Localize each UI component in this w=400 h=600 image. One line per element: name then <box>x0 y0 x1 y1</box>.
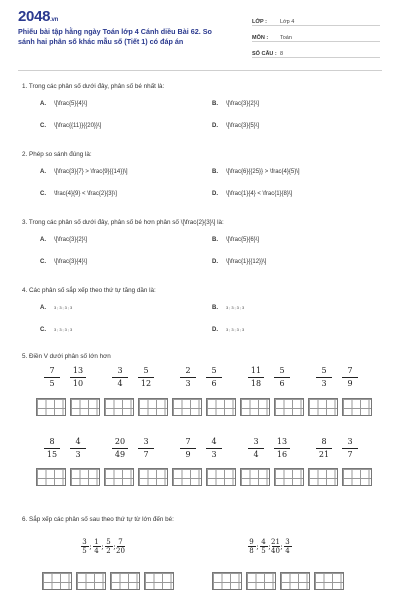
question-5: 5. Điền V dưới phân số lớn hơn <box>22 353 111 360</box>
fraction-bar <box>206 377 222 378</box>
fraction-bar <box>316 377 332 378</box>
answer-grid[interactable] <box>42 572 72 590</box>
q3-option-b[interactable]: B. \[\frac{5}{6}\] <box>212 237 260 243</box>
question-4: 4. Các phân số sắp xếp theo thứ tự tăng dần là: <box>22 287 156 294</box>
answer-grid[interactable] <box>240 398 270 416</box>
q1-option-d[interactable]: D. \[\frac{3}{5}\] <box>212 123 260 129</box>
q5-fraction <box>316 437 332 460</box>
answer-grid[interactable] <box>172 398 202 416</box>
fraction-denominator: 9 <box>347 379 353 388</box>
answer-grid[interactable] <box>144 572 174 590</box>
fraction-numerator: 13 <box>276 437 288 446</box>
q5-fraction <box>138 366 154 389</box>
q4-option-d[interactable]: D. 3;3;3;3 <box>212 327 246 333</box>
sequence-fraction: 7 20 <box>116 538 125 555</box>
answer-grid[interactable] <box>342 398 372 416</box>
answer-grid[interactable] <box>246 572 276 590</box>
answer-grid[interactable] <box>36 398 66 416</box>
answer-grid[interactable] <box>70 468 100 486</box>
fraction-denominator: 6 <box>211 379 217 388</box>
fraction-denominator: 21 <box>318 450 330 459</box>
q5-fraction <box>342 437 358 460</box>
sequence-fraction: 21 40 <box>271 538 280 555</box>
q1-option-a[interactable]: A. \[\frac{5}{4}\] <box>40 101 88 107</box>
q1-option-b[interactable]: B. \[\frac{3}{2}\] <box>212 101 260 107</box>
fraction-numerator: 7 <box>49 366 55 375</box>
fraction-denominator: 7 <box>347 450 353 459</box>
q5-fraction <box>206 366 222 389</box>
sequence-separator: ; <box>101 542 104 551</box>
sequence-fraction: 9 8 <box>249 538 254 555</box>
q5-fraction <box>274 437 290 460</box>
fraction-denominator: 16 <box>276 450 288 459</box>
fraction-numerator: 5 <box>279 366 285 375</box>
q3-option-c[interactable]: C. \[\frac{3}{4}\] <box>40 259 88 265</box>
fraction-numerator: 7 <box>347 366 353 375</box>
question-2: 2. Phép so sánh đúng là: <box>22 151 92 158</box>
sequence-fraction: 3 4 <box>285 538 290 555</box>
answer-grid[interactable] <box>342 468 372 486</box>
fraction-denominator: 3 <box>185 379 191 388</box>
fraction-bar <box>274 448 290 449</box>
q5-fraction <box>70 366 86 389</box>
worksheet-title: Phiếu bài tập hằng ngày Toán lớp 4 Cánh diều Bài 62. So sánh hai phân số khác mẫu số (Tiết 1) có đáp án <box>18 27 212 46</box>
q5-fraction <box>180 437 196 460</box>
q3-option-a[interactable]: A. \[\frac{3}{2}\] <box>40 237 88 243</box>
q5-fraction <box>342 366 358 389</box>
q5-fraction <box>44 366 60 389</box>
question-1: 1. Trong các phân số dưới đây, phân số bé nhất là: <box>22 83 165 90</box>
fraction-denominator: 6 <box>279 379 285 388</box>
sequence-fraction: 4 5 <box>261 538 266 555</box>
q2-option-c[interactable]: C. \frac{4}{9} < \frac{2}{3}\] <box>40 191 117 197</box>
fraction-bar <box>180 377 196 378</box>
q2-option-b[interactable]: B. \[\frac{6}{{25}} > \frac{4}{5}\] <box>212 169 300 175</box>
fraction-numerator: 3 <box>117 366 123 375</box>
q4-option-b[interactable]: B. 3;3;3;3 <box>212 305 246 311</box>
q5-fraction <box>206 437 222 460</box>
answer-grid[interactable] <box>138 468 168 486</box>
fraction-denominator: 4 <box>117 379 123 388</box>
fraction-denominator: 18 <box>250 379 262 388</box>
fraction-denominator: 4 <box>253 450 259 459</box>
meta-count: SỐ CÂU : 8 <box>252 44 380 58</box>
sequence-separator: ; <box>89 542 92 551</box>
fraction-denominator: 7 <box>143 450 149 459</box>
fraction-sequence <box>247 538 292 555</box>
answer-grid[interactable] <box>110 572 140 590</box>
fraction-numerator: 8 <box>49 437 55 446</box>
q5-fraction <box>180 366 196 389</box>
worksheet-header <box>0 0 400 62</box>
worksheet-meta <box>252 12 380 60</box>
q2-option-a[interactable]: A. \[\frac{3}{7} > \frac{9}{{14}}\] <box>40 169 128 175</box>
sequence-separator: ; <box>280 542 283 551</box>
question-6: 6. Sắp xếp các phân số sau theo thứ tự từ lớn đến bé: <box>22 516 174 523</box>
q5-fraction <box>112 437 128 460</box>
answer-grid[interactable] <box>308 398 338 416</box>
fraction-bar <box>274 377 290 378</box>
answer-grid[interactable] <box>76 572 106 590</box>
q5-fraction <box>70 437 86 460</box>
fraction-numerator: 5 <box>211 366 217 375</box>
answer-grid[interactable] <box>308 468 338 486</box>
answer-grid[interactable] <box>314 572 344 590</box>
q5-fraction <box>44 437 60 460</box>
answer-grid[interactable] <box>172 468 202 486</box>
fraction-denominator: 10 <box>72 379 84 388</box>
fraction-bar <box>138 448 154 449</box>
fraction-denominator: 9 <box>185 450 191 459</box>
q2-option-d[interactable]: D. \[\frac{1}{4} < \frac{1}{8}\] <box>212 191 293 197</box>
sequence-separator: ; <box>113 542 116 551</box>
q5-fraction <box>248 366 264 389</box>
fraction-bar <box>70 448 86 449</box>
q4-option-c[interactable]: C. 3;3;3;3 <box>40 327 74 333</box>
site-logo[interactable]: 2048.vn <box>18 8 58 25</box>
fraction-bar <box>112 377 128 378</box>
answer-grid[interactable] <box>104 468 134 486</box>
fraction-numerator: 20 <box>114 437 126 446</box>
fraction-bar <box>112 448 128 449</box>
fraction-numerator: 3 <box>347 437 353 446</box>
fraction-denominator: 15 <box>46 450 58 459</box>
answer-grid[interactable] <box>280 572 310 590</box>
q5-fraction <box>112 366 128 389</box>
fraction-numerator: 5 <box>143 366 149 375</box>
answer-grid[interactable] <box>36 468 66 486</box>
fraction-denominator: 3 <box>211 450 217 459</box>
fraction-bar <box>180 448 196 449</box>
fraction-numerator: 11 <box>250 366 262 375</box>
answer-grid[interactable] <box>138 398 168 416</box>
fraction-numerator: 2 <box>185 366 191 375</box>
fraction-bar <box>342 377 358 378</box>
fraction-denominator: 3 <box>75 450 81 459</box>
fraction-denominator: 5 <box>49 379 55 388</box>
meta-subject: MÔN : Toán <box>252 28 380 42</box>
question-3: 3. Trong các phân số dưới đây, phân số bé hơn phân số \[\frac{2}{3}\] là: <box>22 219 224 226</box>
answer-grid[interactable] <box>104 398 134 416</box>
q5-fraction <box>316 366 332 389</box>
fraction-bar <box>248 377 264 378</box>
fraction-numerator: 3 <box>143 437 149 446</box>
fraction-denominator: 12 <box>140 379 152 388</box>
q5-fraction <box>274 366 290 389</box>
answer-grid[interactable] <box>274 468 304 486</box>
fraction-bar <box>316 448 332 449</box>
q3-option-d[interactable]: D. \[\frac{1}{{12}}\] <box>212 259 267 265</box>
fraction-numerator: 3 <box>253 437 259 446</box>
q4-option-a[interactable]: A. 3;3;3;3 <box>40 305 74 311</box>
sequence-separator: ; <box>268 542 271 551</box>
fraction-bar <box>138 377 154 378</box>
answer-grid[interactable] <box>70 398 100 416</box>
fraction-numerator: 5 <box>321 366 327 375</box>
fraction-bar <box>248 448 264 449</box>
answer-grid[interactable] <box>206 398 236 416</box>
sequence-separator: ; <box>256 542 259 551</box>
fraction-numerator: 7 <box>185 437 191 446</box>
fraction-numerator: 8 <box>321 437 327 446</box>
fraction-bar <box>70 377 86 378</box>
sequence-fraction: 3 5 <box>82 538 87 555</box>
fraction-denominator: 3 <box>321 379 327 388</box>
answer-grid[interactable] <box>206 468 236 486</box>
header-divider <box>18 70 382 71</box>
fraction-sequence <box>80 538 125 555</box>
sequence-fraction: 5 2 <box>106 538 111 555</box>
q5-fraction <box>248 437 264 460</box>
fraction-bar <box>342 448 358 449</box>
fraction-bar <box>44 448 60 449</box>
fraction-bar <box>206 448 222 449</box>
answer-grid[interactable] <box>212 572 242 590</box>
fraction-denominator: 49 <box>114 450 126 459</box>
q1-option-c[interactable]: C. \[\frac{{11}}{{20}}\] <box>40 123 102 129</box>
sequence-fraction: 1 4 <box>94 538 99 555</box>
answer-grid[interactable] <box>240 468 270 486</box>
fraction-numerator: 4 <box>75 437 81 446</box>
answer-grid[interactable] <box>274 398 304 416</box>
fraction-bar <box>44 377 60 378</box>
fraction-numerator: 13 <box>72 366 84 375</box>
fraction-numerator: 4 <box>211 437 217 446</box>
q5-fraction <box>138 437 154 460</box>
meta-class: LỚP : Lớp 4 <box>252 12 380 26</box>
